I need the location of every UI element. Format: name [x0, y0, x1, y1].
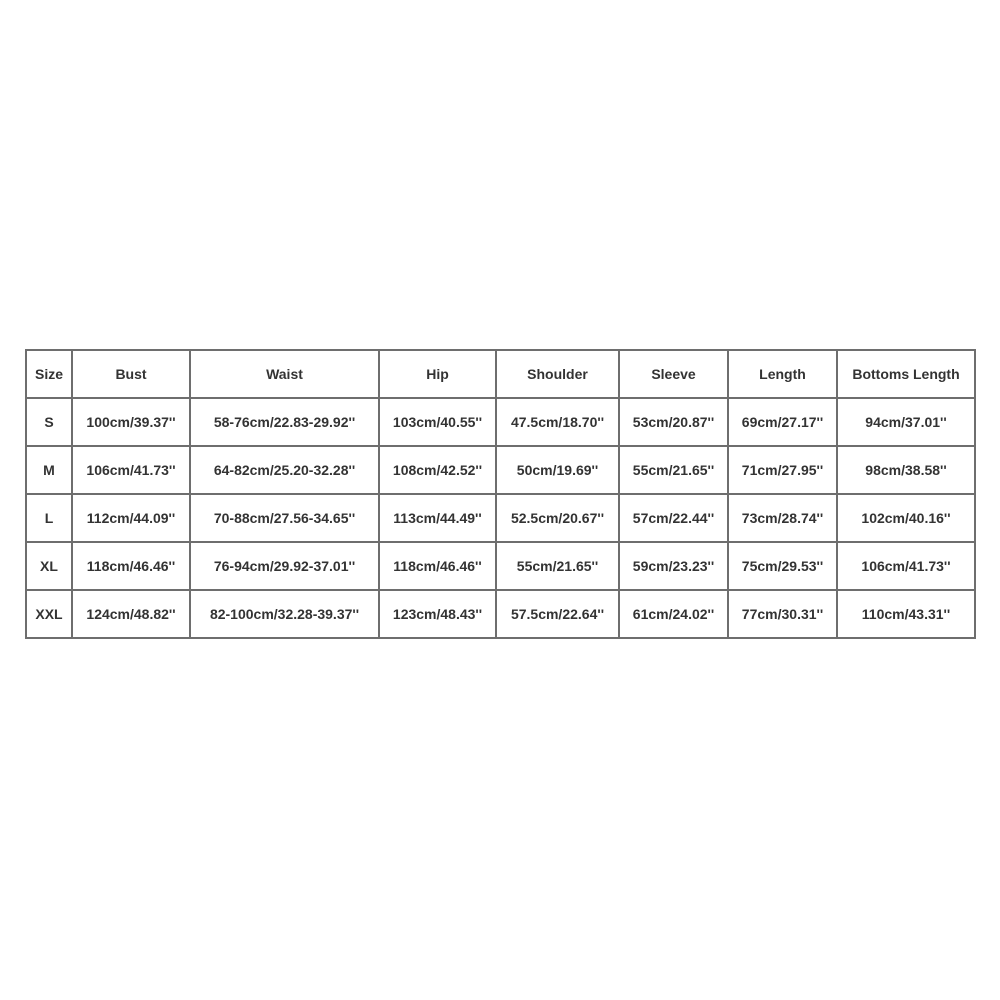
- cell-bottoms-length: 106cm/41.73'': [837, 542, 975, 590]
- cell-waist: 58-76cm/22.83-29.92'': [190, 398, 379, 446]
- cell-waist: 70-88cm/27.56-34.65'': [190, 494, 379, 542]
- table-row: [26, 398, 975, 446]
- header-hip: Hip: [379, 350, 496, 398]
- cell-bust: 112cm/44.09'': [72, 494, 190, 542]
- cell-size: L: [26, 494, 72, 542]
- cell-length: 69cm/27.17'': [728, 398, 837, 446]
- cell-sleeve: 61cm/24.02'': [619, 590, 728, 638]
- cell-hip: 108cm/42.52'': [379, 446, 496, 494]
- cell-shoulder: 57.5cm/22.64'': [496, 590, 619, 638]
- cell-shoulder: 52.5cm/20.67'': [496, 494, 619, 542]
- cell-sleeve: 55cm/21.65'': [619, 446, 728, 494]
- table-row: [26, 446, 975, 494]
- cell-shoulder: 55cm/21.65'': [496, 542, 619, 590]
- header-waist: Waist: [190, 350, 379, 398]
- cell-hip: 118cm/46.46'': [379, 542, 496, 590]
- cell-size: XL: [26, 542, 72, 590]
- cell-sleeve: 57cm/22.44'': [619, 494, 728, 542]
- header-length: Length: [728, 350, 837, 398]
- header-shoulder: Shoulder: [496, 350, 619, 398]
- cell-sleeve: 53cm/20.87'': [619, 398, 728, 446]
- cell-waist: 82-100cm/32.28-39.37'': [190, 590, 379, 638]
- cell-length: 77cm/30.31'': [728, 590, 837, 638]
- cell-length: 71cm/27.95'': [728, 446, 837, 494]
- header-bust: Bust: [72, 350, 190, 398]
- cell-bust: 100cm/39.37'': [72, 398, 190, 446]
- table-row: [26, 590, 975, 638]
- cell-waist: 64-82cm/25.20-32.28'': [190, 446, 379, 494]
- cell-shoulder: 47.5cm/18.70'': [496, 398, 619, 446]
- cell-bottoms-length: 110cm/43.31'': [837, 590, 975, 638]
- cell-hip: 113cm/44.49'': [379, 494, 496, 542]
- cell-bottoms-length: 102cm/40.16'': [837, 494, 975, 542]
- cell-length: 73cm/28.74'': [728, 494, 837, 542]
- cell-size: S: [26, 398, 72, 446]
- cell-size: M: [26, 446, 72, 494]
- cell-hip: 123cm/48.43'': [379, 590, 496, 638]
- cell-bottoms-length: 94cm/37.01'': [837, 398, 975, 446]
- header-row: [26, 350, 975, 398]
- table-row: [26, 542, 975, 590]
- cell-shoulder: 50cm/19.69'': [496, 446, 619, 494]
- size-chart-table: [25, 349, 976, 639]
- cell-hip: 103cm/40.55'': [379, 398, 496, 446]
- cell-bust: 124cm/48.82'': [72, 590, 190, 638]
- cell-bottoms-length: 98cm/38.58'': [837, 446, 975, 494]
- cell-bust: 118cm/46.46'': [72, 542, 190, 590]
- cell-length: 75cm/29.53'': [728, 542, 837, 590]
- header-sleeve: Sleeve: [619, 350, 728, 398]
- header-size: Size: [26, 350, 72, 398]
- cell-waist: 76-94cm/29.92-37.01'': [190, 542, 379, 590]
- table-row: [26, 494, 975, 542]
- header-bottoms-length: Bottoms Length: [837, 350, 975, 398]
- cell-sleeve: 59cm/23.23'': [619, 542, 728, 590]
- cell-size: XXL: [26, 590, 72, 638]
- cell-bust: 106cm/41.73'': [72, 446, 190, 494]
